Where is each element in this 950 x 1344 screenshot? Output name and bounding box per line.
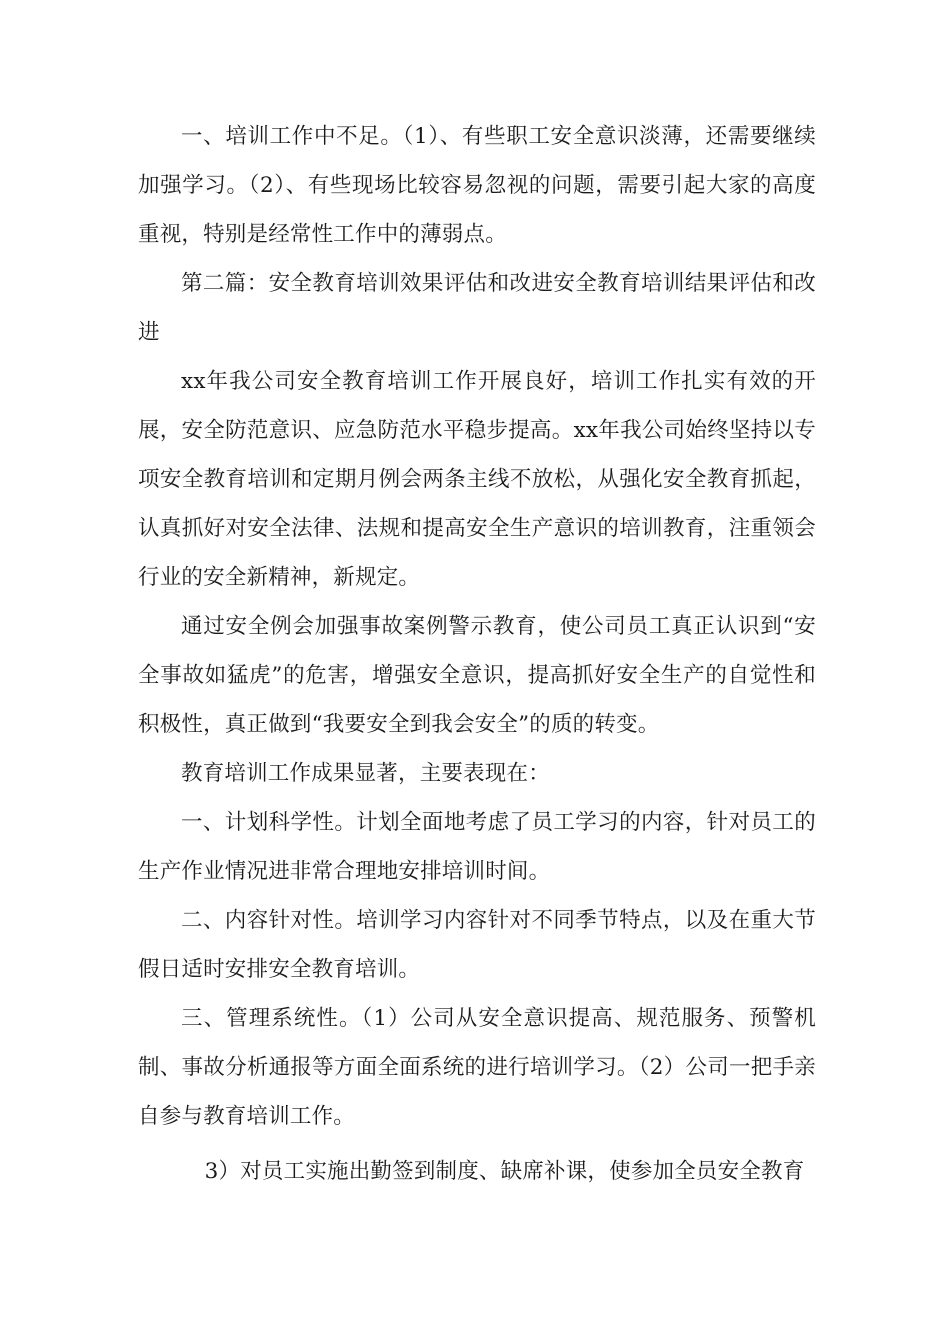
paragraph-content-targeting: 二、内容针对性。培训学习内容针对不同季节特点，以及在重大节假日适时安排安全教育培训。 <box>138 908 816 982</box>
paragraph-management-system: 三、管理系统性。（1）公司从安全意识提高、规范服务、预警机制、事故分析通报等方面全面系统的进行培训学习。（2）公司一把手亲自参与教育培训工作。 <box>138 1006 816 1129</box>
paragraph-annual-summary: xx年我公司安全教育培训工作开展良好，培训工作扎实有效的开展，安全防范意识、应急防范水平稳步提高。xx年我公司始终坚持以专项安全教育培训和定期月例会两条主线不放松，从强化安全教育抓起，认真抓好对安全法律、法规和提高安全生产意识的培训教育，注重领会行业的安全新精神，新规定。 <box>138 369 816 590</box>
paragraph-accident-education: 通过安全例会加强事故案例警示教育，使公司员工真正认识到“安全事故如猛虎”的危害，增强安全意识，提高抓好安全生产的自觉性和积极性，真正做到“我要安全到我会安全”的质的转变。 <box>138 614 816 737</box>
paragraph-training-shortcomings: 一、培训工作中不足。（1）、有些职工安全意识淡薄，还需要继续加强学习。（2）、有些现场比较容易忽视的问题，需要引起大家的高度重视，特别是经常性工作中的薄弱点。 <box>138 124 816 247</box>
document-page <box>138 112 816 1196</box>
paragraph-chapter-two-title: 第二篇：安全教育培训效果评估和改进安全教育培训结果评估和改进 <box>138 271 816 345</box>
paragraph-planning: 一、计划科学性。计划全面地考虑了员工学习的内容，针对员工的生产作业情况进非常合理地安排培训时间。 <box>138 810 816 884</box>
paragraph-achievements-intro: 教育培训工作成果显著，主要表现在： <box>181 761 550 786</box>
paragraph-attendance: 3）对员工实施出勤签到制度、缺席补课，使参加全员安全教育 <box>204 1159 805 1184</box>
